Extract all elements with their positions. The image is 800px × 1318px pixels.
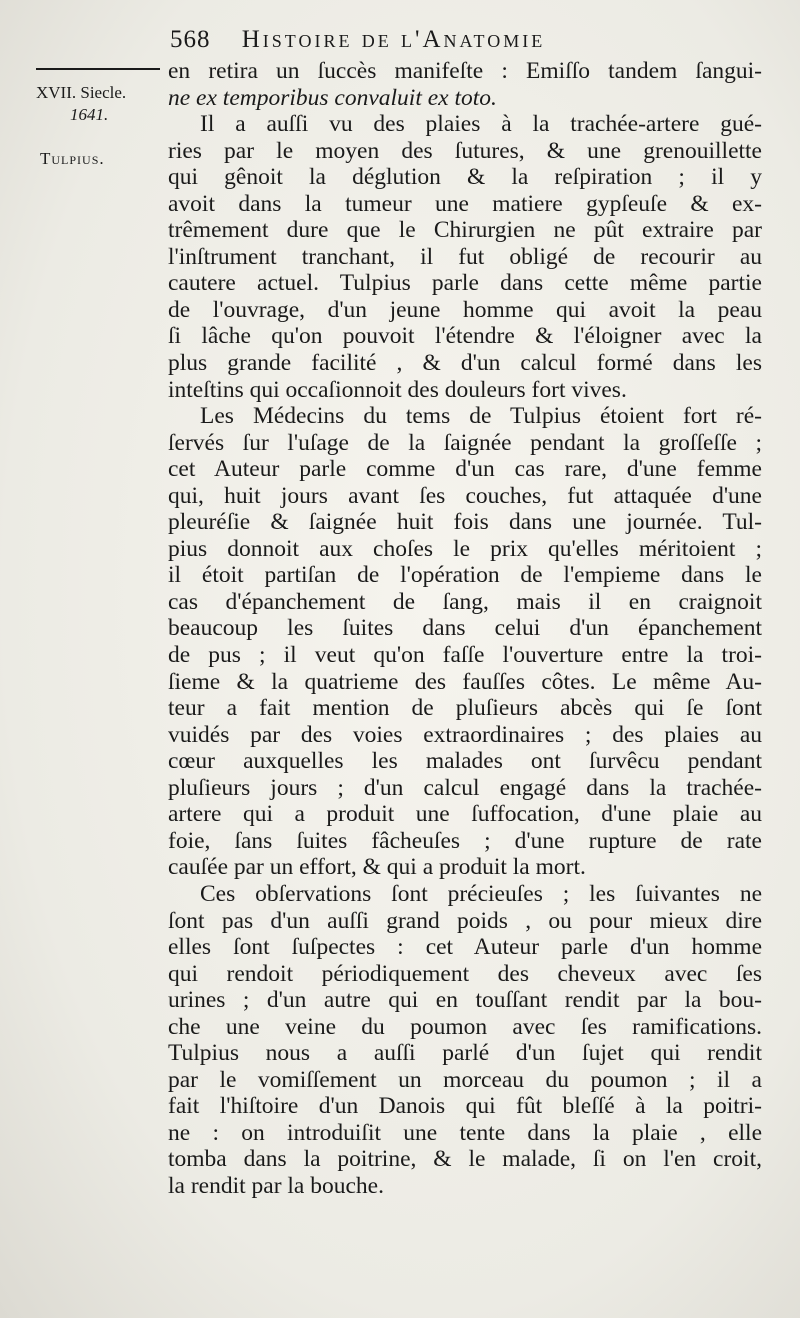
text-line: qui, huit jours avant ſes couches, fut attaquée d'une [168,482,762,509]
text-line: ne : on introduiſit une tente dans la plaie , elle [168,1119,762,1146]
running-header [170,26,760,54]
margin-author: Tulpius. [40,149,105,168]
margin-year: 1641. [70,105,109,124]
text-line: tomba dans la poitrine, & le malade, ſi on l'en croit, [168,1146,762,1173]
text-line: pius donnoit aux choſes le prix qu'elles méritoient ; [168,535,762,562]
text-line: pluſieurs jours ; d'un calcul engagé dans la trachée- [168,774,762,801]
text-line: pleuréſie & ſaignée huit fois dans une journée. Tul- [168,509,762,536]
text-line: artere qui a produit une ſuffocation, d'une plaie au [168,801,762,828]
text-line: ſi lâche qu'on pouvoit l'étendre & l'éloigner avec la [168,323,762,350]
text-line: ne ex temporibus convaluit ex toto. [168,84,497,111]
text-line: de l'ouvrage, d'un jeune homme qui avoit la peau [168,296,762,323]
text-line: urines ; d'un autre qui en touſſant rendit par la bou- [168,987,762,1014]
margin-rule [36,68,160,70]
text-line: Les Médecins du tems de Tulpius étoient fort ré- [200,403,762,430]
text-line: vuidés par des voies extraordinaires ; des plaies au [168,721,762,748]
text-line: ſieme & la quatrieme des fauſſes côtes. Le même Au- [168,668,762,695]
text-line: cœur auxquelles les malades ont ſurvêcu pendant [168,748,762,775]
page-number: 568 [170,26,211,53]
text-line: Ces obſervations ſont précieuſes ; les ſuivantes ne [200,880,762,907]
text-line: cas d'épanchement de ſang, mais il en craignoit [168,588,762,615]
text-line: cet Auteur parle comme d'un cas rare, d'une femme [168,456,762,483]
text-line: cautere actuel. Tulpius parle dans cette même partie [168,270,762,297]
text-line: de pus ; il veut qu'on faſſe l'ouverture entre la troi- [168,642,762,669]
text-body [168,58,762,1200]
text-line: plus grande facilité , & d'un calcul formé dans les [168,350,762,377]
text-line: inteſtins qui occaſionnoit des douleurs fort vives. [168,376,627,403]
text-line: foie, ſans ſuites fâcheuſes ; d'une rupture de rate [168,827,762,854]
text-line: l'inſtrument tranchant, il fut obligé de recourir au [168,243,762,270]
text-line: teur a fait mention de pluſieurs abcès qui ſe ſont [168,695,762,722]
text-line: che une veine du poumon avec ſes ramifications. [168,1013,762,1040]
text-line: fait l'hiſtoire d'un Danois qui fût bleſſé à la poitri- [168,1093,762,1120]
text-line: Tulpius nous a auſſi parlé d'un ſujet qui rendit [168,1040,762,1067]
text-line: en retira un ſuccès manifeſte : Emiſſo tandem ſangui- [168,58,762,84]
text-line: par le vomiſſement un morceau du poumon ; il a [168,1066,762,1093]
text-line: la rendit par la bouche. [168,1172,384,1199]
text-line: qui gênoit la déglution & la reſpiration ; il y [168,164,762,191]
text-line: beaucoup les ſuites dans celui d'un épanchement [168,615,762,642]
text-line: qui rendoit périodiquement des cheveux avec ſes [168,960,762,987]
text-line: ries par le moyen des ſutures, & une grenouillette [168,137,762,164]
text-line: cauſée par un effort, & qui a produit la mort. [168,854,586,881]
text-line: ſont pas d'un auſſi grand poids , ou pour mieux dire [168,907,762,934]
text-line: trêmement dure que le Chirurgien ne pût extraire par [168,217,762,244]
text-line: ſervés ſur l'uſage de la ſaignée pendant la groſſeſſe ; [168,429,762,456]
margin-century: XVII. Siecle. [36,83,127,102]
text-line: elles ſont ſuſpectes : cet Auteur parle d'un homme [168,934,762,961]
running-title: Histoire de l'Anatomie [241,26,546,53]
text-line: avoit dans la tumeur une matiere gypſeuſe & ex- [168,190,762,217]
text-line: Il a auſſi vu des plaies à la trachée-artere gué- [200,111,762,138]
text-line: il étoit partiſan de l'opération de l'empieme dans le [168,562,762,589]
